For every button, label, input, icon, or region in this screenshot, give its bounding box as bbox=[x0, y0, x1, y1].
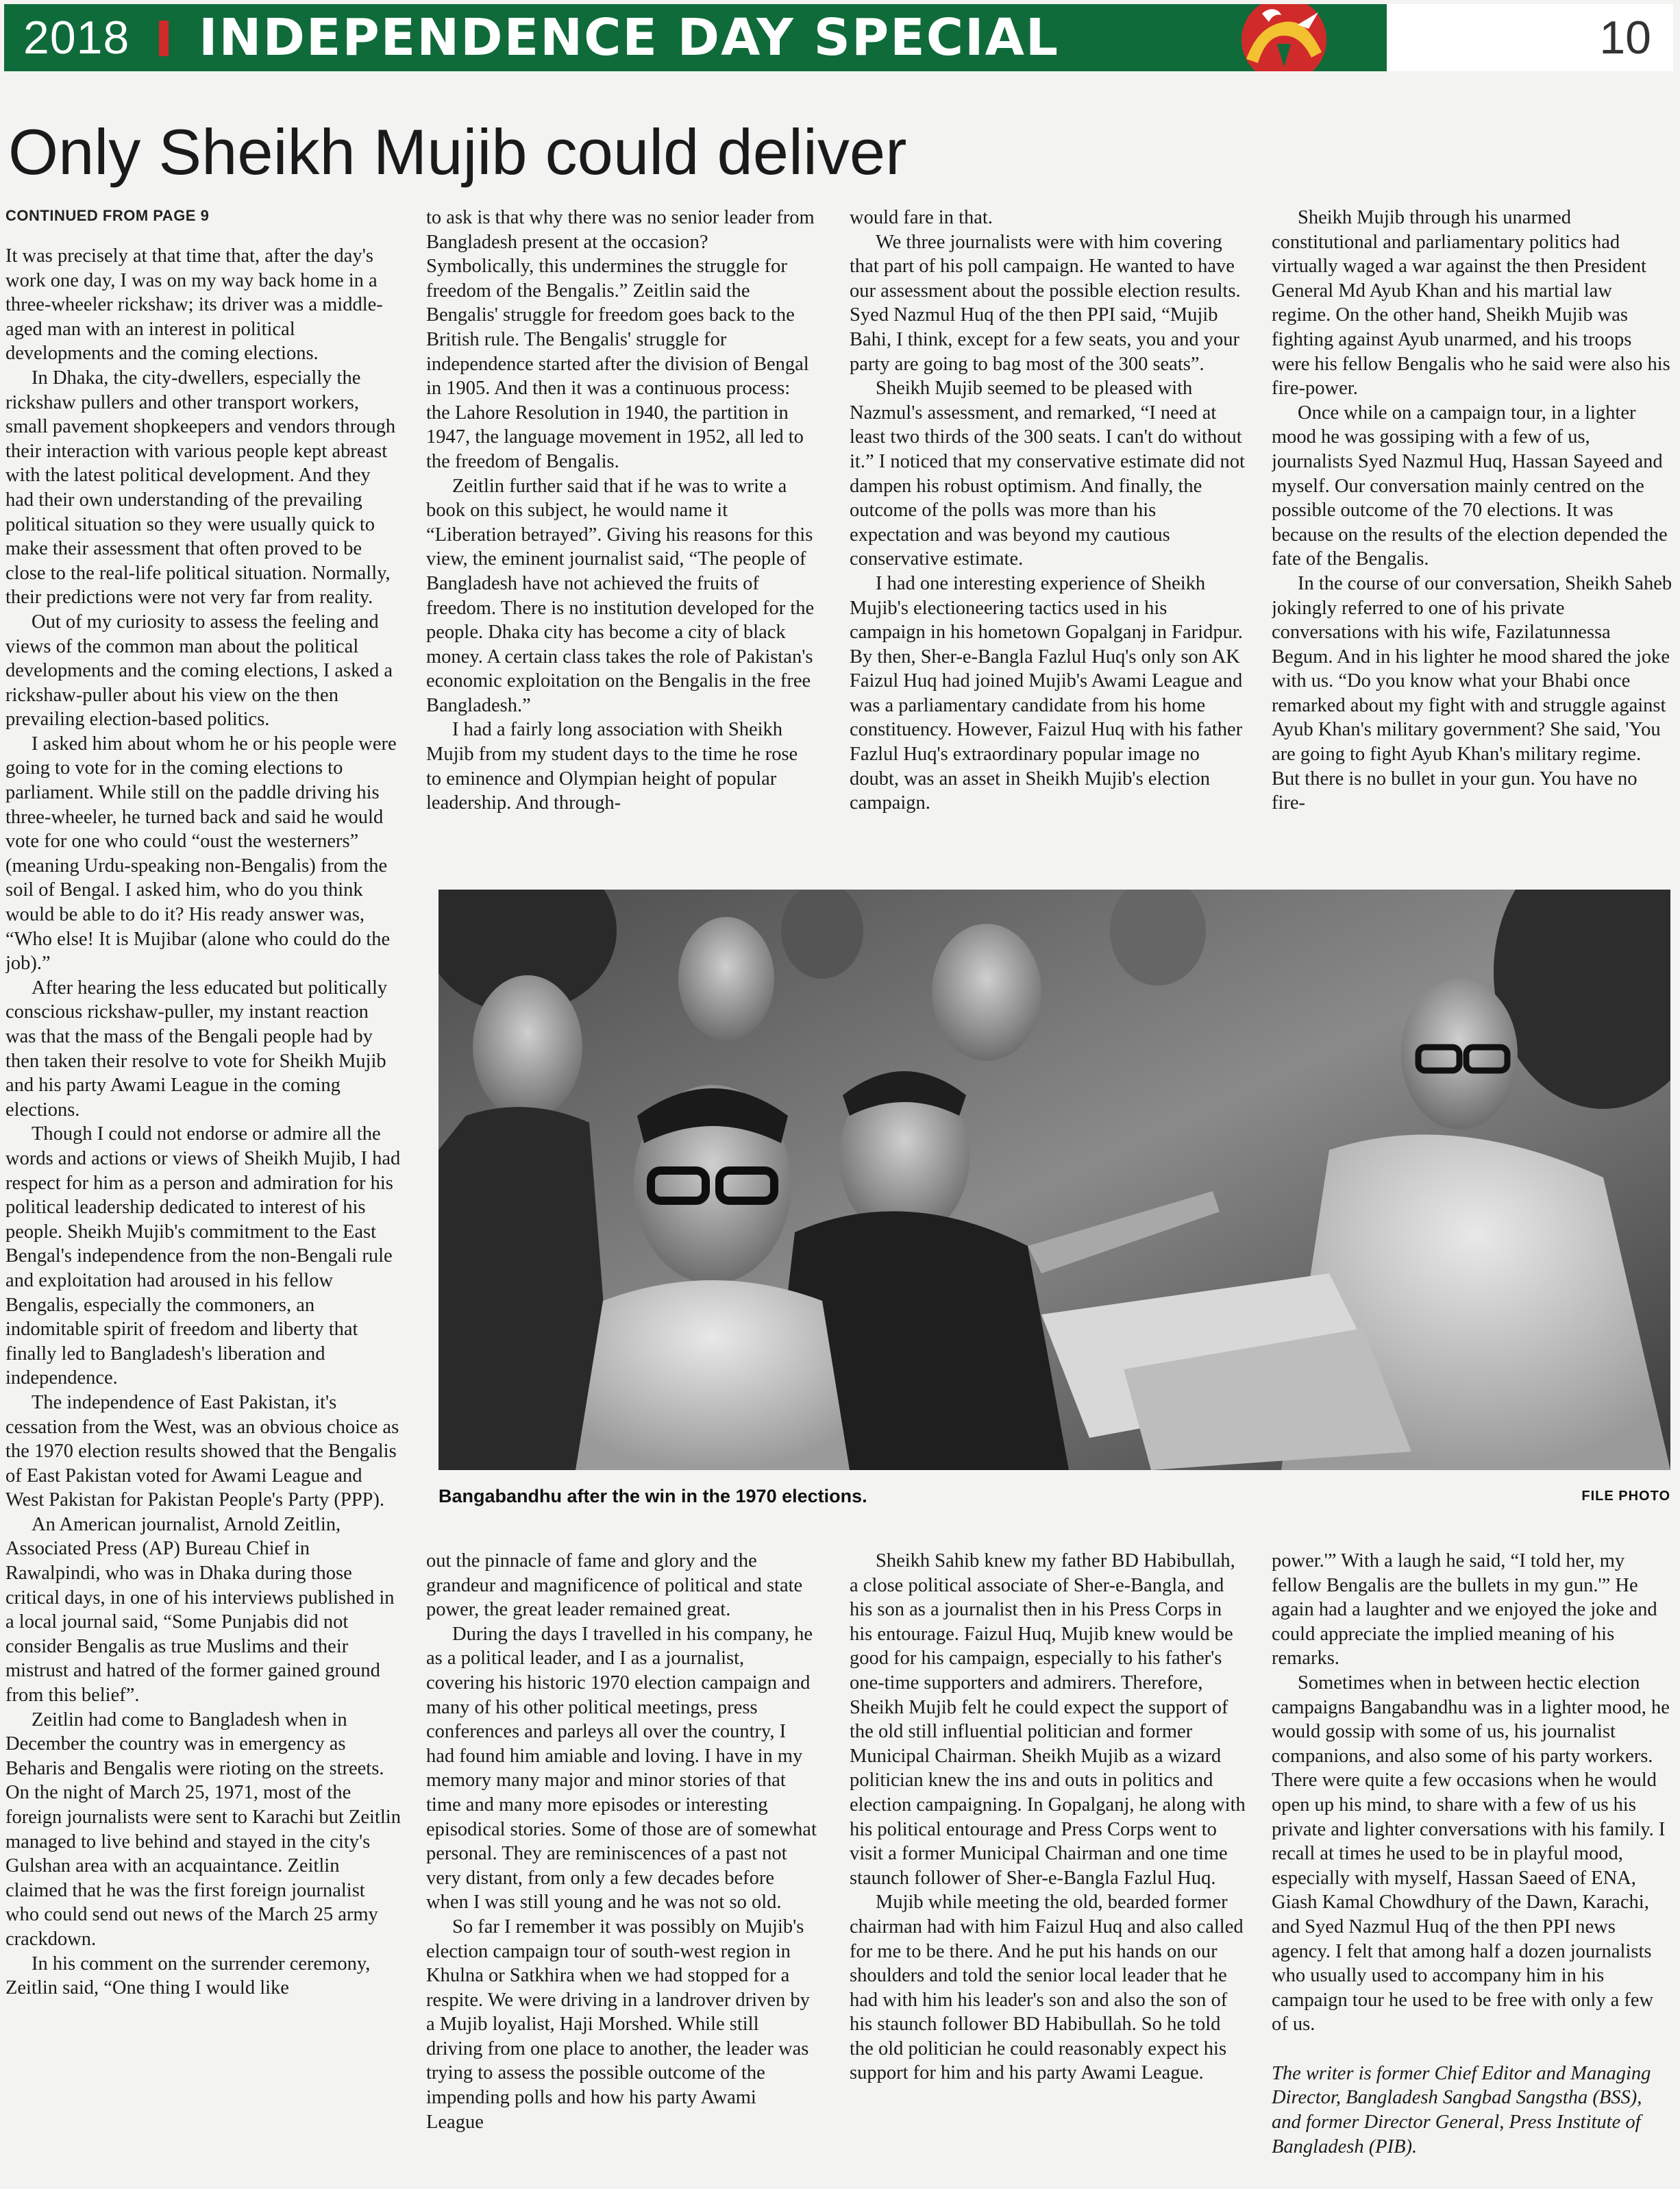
photo-image bbox=[438, 890, 1670, 1470]
paragraph: Mujib while meeting the old, bearded former chairman had with him Faizul Huq and also called for me to be there. And he put his hands on our shoulders and told the senior local leader that he had with him his leader's son and also the son of his staunch follower BD Habibullah. So he told the old politician he could reasonably expect his support for him and his party Awami League. bbox=[850, 1892, 1244, 2084]
paragraph: I had one interesting experience of Sheikh Mujib's electioneering tactics used in his campaign in his hometown Gopalganj in Faridpur. By then, Sher-e-Bangla Fazlul Huq's only son AK Faizul Huq had joined Mujib's Awami League and was a parliamentary candidate from his home constituency. However, Faizul Huq with his father Fazlul Huq's extraordinary popular image no doubt, was an asset in Sheikh Mujib's election campaign. bbox=[850, 572, 1243, 814]
paragraph: Sheikh Mujib through his unarmed constitutional and parliamentary politics had virtually waged a war against the then President General Md Ayub Khan and his martial law regime. On the other hand, Sheikh Mujib was fighting against Ayub unarmed, and his troops were his fellow Bengalis who he said were also his fire-power. bbox=[1272, 207, 1670, 400]
column-4-top bbox=[1272, 206, 1673, 870]
column-2-top bbox=[426, 206, 817, 870]
paragraph: Sheikh Sahib knew my father BD Habibullah, a close political associate of Sher-e-Bangla, and his son as a journalist then in his Press Corps in his entourage. Faizul Huq, Mujib knew would be good for his campaign, especially to his father's one-time supporters and admirers. Therefore, Sheikh Mujib felt he could expect the support of the old still influential politician and former Municipal Chairman. Sheikh Mujib as a wizard politician knew the ins and outs in politics and election campaigning. In Gopalganj, he along with his political entourage and Press Corps went to visit a former Municipal Chairman and one time staunch follower of Sher-e-Bangla Fazlul Huq. bbox=[850, 1550, 1246, 1889]
paragraph: would fare in that. bbox=[850, 207, 993, 228]
headline: Only Sheikh Mujib could deliver bbox=[8, 116, 907, 188]
photo-credit: FILE PHOTO bbox=[1581, 1489, 1670, 1504]
masthead-divider bbox=[159, 21, 169, 56]
news-photo bbox=[438, 890, 1670, 1470]
paragraph: Out of my curiosity to assess the feeling and views of the common man about the political developments and the coming elections, I asked a rickshaw-puller about his view on the then prevailing election-based politics. bbox=[5, 611, 393, 731]
paragraph: Zeitlin had come to Bangladesh when in December the country was in emergency as Beharis and Bengalis were rioting on the streets. On the night of March 25, 1971, most of the foreign journalists were sent to Karachi but Zeitlin managed to live behind and stayed in the city's Gulshan area with an acquaintance. Zeitlin claimed that he was the first foreign journalist who could send out news of the March 25 army crackdown. bbox=[5, 1709, 401, 1950]
column-4-bottom bbox=[1272, 1549, 1673, 2189]
column-1 bbox=[5, 204, 402, 2189]
paragraph: It was precisely at that time that, after the day's work one day, I was on my way back home in a three-wheeler rickshaw; its driver was a middle-aged man with an interest in political developments and the coming elections. bbox=[5, 245, 383, 365]
paragraph: Sheikh Mujib seemed to be pleased with Nazmul's assessment, and remarked, “I need at least two thirds of the 300 seats. I can't do without it.” I noticed that my conservative estimate did not dampen his robust optimism. And finally, the outcome of the polls was more than his expectation and was beyond my cautious conservative estimate. bbox=[850, 378, 1245, 570]
paragraph: I had a fairly long association with Sheikh Mujib from my student days to the time he rose to eminence and Olympian height of popular leadership. And through- bbox=[426, 719, 798, 814]
paragraph: An American journalist, Arnold Zeitlin, Associated Press (AP) Bureau Chief in Rawalpindi, who was in Dhaka during those critical days, in one of his interviews published in a local journal said, “Some Punjabis did not consider Bengalis as true Muslims and their mistrust and hatred of the former gained ground from this belief”. bbox=[5, 1513, 395, 1707]
paragraph: After hearing the less educated but politically conscious rickshaw-puller, my instant reaction was that the mass of the Bengali people had by then taken their resolve to vote for Sheikh Mujib and his party Awami League in the coming elections. bbox=[5, 977, 388, 1121]
paragraph: In his comment on the surrender ceremony, Zeitlin said, “One thing I would like bbox=[5, 1953, 371, 1999]
paragraph: power.'” With a laugh he said, “I told her, my fellow Bengalis are the bullets in my gun.'” He again had a laughter and we enjoyed the joke and could appreciate the implied meaning of his remarks. bbox=[1272, 1550, 1657, 1670]
paragraph: During the days I travelled in his company, he as a political leader, and I as a journalist, covering his historic 1970 election campaign and many of his other political meetings, press conferences and parleys all over the country, I had found him amiable and loving. I have in my memory many major and minor stories of that time and many more episodes or interesting episodical stories. Some of those are of somewhat personal. They are reminiscences of a past not very distant, from only a few decades before when I was still young and he was not so old. bbox=[426, 1623, 817, 1913]
writer-note bbox=[1272, 2062, 1673, 2159]
column-2-bottom bbox=[426, 1549, 817, 2189]
paragraph: Sometimes when in between hectic election campaigns Bangabandhu was in a lighter mood, he would gossip with some of us, his journalist companions, and also some of his party workers. There were quite a few occasions when he would open up his mind, to share with a few of us his private and lighter conversations with his family. I recall at times he used to be in playful mood, especially with myself, Hassan Saeed of ENA, Giash Kamal Chowdhury of the Dawn, Karachi, and Syed Nazmul Huq of the then PPI news agency. I felt that among half a dozen journalists who usually used to accompany him in his campaign tour he used to be free with only a few of us. bbox=[1272, 1672, 1670, 2035]
paragraph: We three journalists were with him covering that part of his poll campaign. He wanted to have our assessment about the possible election results. Syed Nazmul Huq of the then PPI said, “Mujib Bahi, I think, except for a few seats, you and your party are going to bag most of the 300 seats”. bbox=[850, 231, 1241, 375]
paragraph: In the course of our conversation, Sheikh Saheb jokingly referred to one of his private conversations with his wife, Fazilatunnessa Begum. And in his lighter he mood shared the joke with us. “Do you know what your Bhabi once remarked about my fight with and struggle against Ayub Khan's military government? She said, 'You are going to fight Ayub Khan's military regime. But there is no bullet in your gun. You have no fire- bbox=[1272, 572, 1672, 814]
column-3-bottom bbox=[850, 1549, 1247, 2189]
section-title: INDEPENDENCE DAY SPECIAL bbox=[199, 8, 1059, 67]
masthead bbox=[4, 4, 1673, 71]
paragraph: to ask is that why there was no senior leader from Bangladesh present at the occasion? Symbolically, this undermines the struggle for freedom of the Bengalis.” Zeitlin said the Bengalis' struggle for freedom goes back to the British rule. The Bengalis' struggle for independence started after the division of Bengal in 1905. And then it was a continuous process: the Lahore Resolution in 1940, the partition in 1947, the language movement in 1952, all led to the freedom of Bengalis. bbox=[426, 207, 815, 472]
emblem-icon bbox=[1181, 4, 1387, 71]
photo-caption: Bangabandhu after the win in the 1970 elections. bbox=[438, 1486, 867, 1506]
paragraph: Zeitlin further said that if he was to write a book on this subject, he would name it “Liberation betrayed”. Giving his reasons for this view, the eminent journalist said, “The people of Bangladesh have not achieved the fruits of freedom. There is no institution developed for the people. Dhaka city has become a city of black money. A certain class takes the role of Pakistan's economic exploitation on the Bengalis in the free Bangladesh.” bbox=[426, 475, 815, 716]
paragraph: Though I could not endorse or admire all the words and actions or views of Sheikh Mujib, I had respect for him as a person and admiration for his political leadership dedicated to interest of his people. Sheikh Mujib's commitment to the East Bengal's independence from the non-Bengali rule and exploitation had aroused in his fellow Bengalis, especially the commoners, an indomitable spirit of freedom and liberty that finally led to Bangladesh's liberation and independence. bbox=[5, 1123, 401, 1389]
page-number-box bbox=[1387, 4, 1673, 71]
paragraph: In Dhaka, the city-dwellers, especially the rickshaw pullers and other transport workers, small pavement shopkeepers and vendors through their interaction with various people kept abreast with the latest political development. And they had their own understanding of the prevailing political situation so they were usually quick to make their assessment that often proved to be close to the real-life political situation. Normally, their predictions were not very far from reality. bbox=[5, 367, 396, 609]
paragraph: So far I remember it was possibly on Mujib's election campaign tour of south-west region in Khulna or Satkhira when we had stopped for a respite. We were driving in a landrover driven by a Mujib loyalist, Haji Morshed. While still driving from one place to another, the leader was trying to assess the possible outcome of the impending polls and how his party Awami League bbox=[426, 1916, 810, 2133]
paragraph: Once while on a campaign tour, in a lighter mood he was gossiping with a few of us, journalists Syed Nazmul Huq, Hassan Sayeed and myself. Our conversation mainly centred on the possible outcome of the 70 elections. It was because on the results of the election depended the fate of the Bengalis. bbox=[1272, 402, 1668, 570]
paragraph: out the pinnacle of fame and glory and the grandeur and magnificence of political and state power, the great leader remained great. bbox=[426, 1550, 803, 1621]
writer-note-text: The writer is former Chief Editor and Managing Director, Bangladesh Sangbad Sangstha (BSS), and former Director General, Press Institute of Bangladesh (PIB). bbox=[1272, 2062, 1651, 2157]
masthead-year: 2018 bbox=[23, 12, 130, 64]
paragraph: The independence of East Pakistan, it's cessation from the West, was an obvious choice as the 1970 election results showed that the Bengalis of East Pakistan voted for Awami League and West Pakistan for Pakistan People's Party (PPP). bbox=[5, 1391, 399, 1511]
column-3-top bbox=[850, 206, 1247, 870]
paragraph: I asked him about whom he or his people were going to vote for in the coming elections to parliament. While still on the paddle driving his three-wheeler, he turned back and said he would vote for one who could “oust the westerners” (meaning Urdu-speaking non-Bengalis) from the soil of Bengal. I asked him, who do you think would be able to do it? His ready answer was, “Who else! It is Mujibar (alone who could do the job).” bbox=[5, 733, 397, 975]
page-number: 10 bbox=[1599, 12, 1651, 64]
continued-from-label: CONTINUED FROM PAGE 9 bbox=[5, 207, 210, 224]
